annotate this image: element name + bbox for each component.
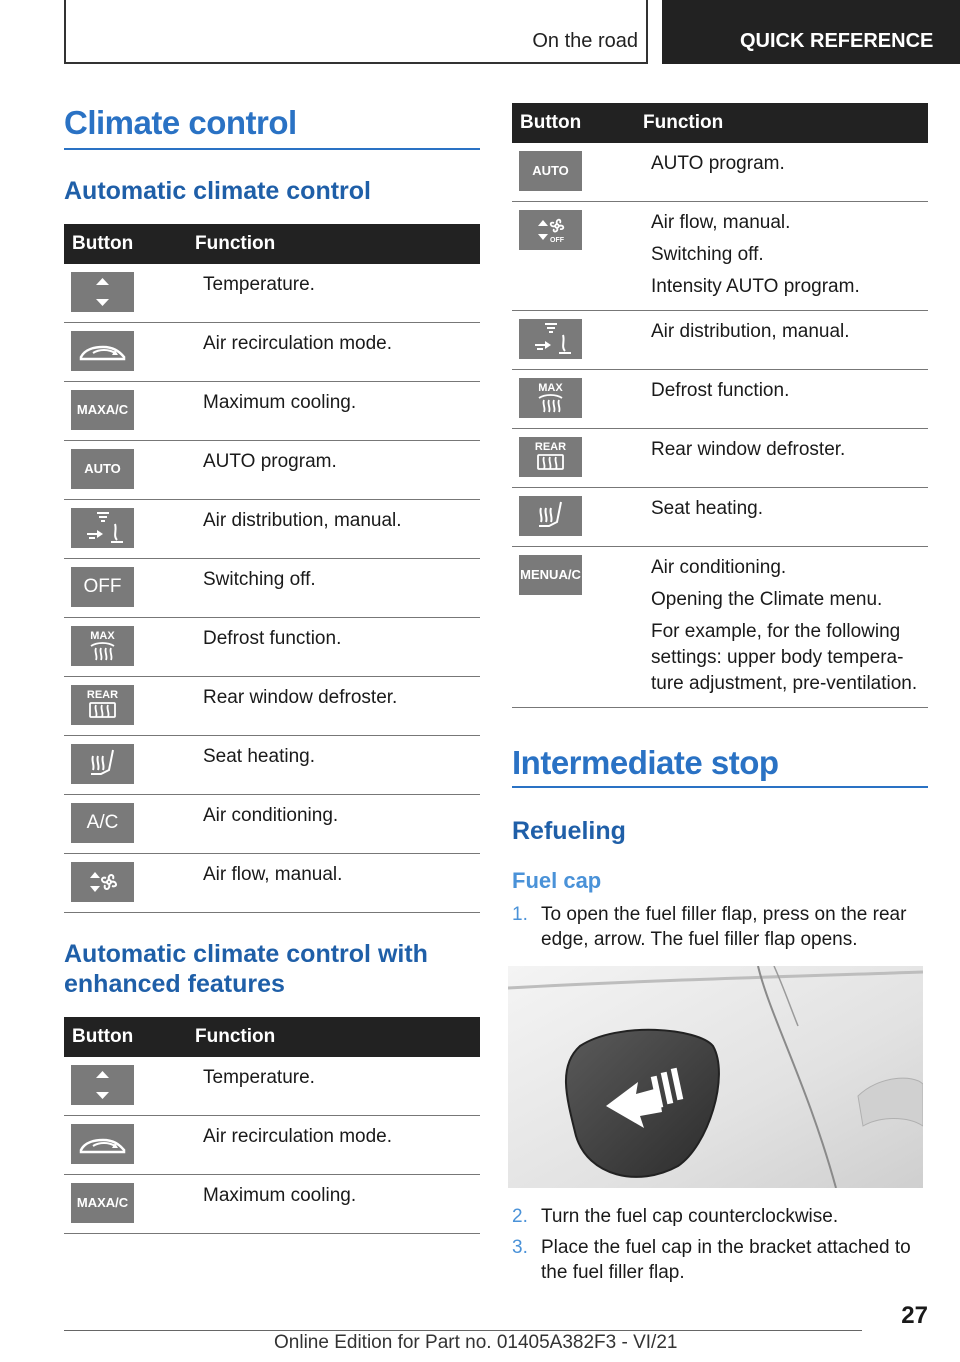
table-row [64, 1057, 480, 1116]
right-column [512, 103, 928, 1291]
function-text: Air flow, manual. [651, 212, 791, 233]
function-text: Defrost function. [651, 380, 790, 401]
table-row [64, 1116, 480, 1175]
button-cell [512, 547, 643, 708]
title-rule [64, 148, 480, 150]
max-defrost-icon [519, 378, 582, 418]
header-tab: QUICK REFERENCE [662, 0, 960, 64]
seat-heating-icon [71, 744, 134, 784]
table-row [64, 264, 480, 323]
function-cell [643, 547, 928, 708]
table-row [512, 547, 928, 708]
table-row [64, 736, 480, 795]
button-cell [64, 382, 195, 441]
button-cell [64, 677, 195, 736]
function-cell [195, 382, 480, 441]
function-text: AUTO program. [203, 451, 337, 472]
step-number: 1. [512, 904, 528, 925]
table-row [64, 677, 480, 736]
function-cell [195, 677, 480, 736]
temperature-arrows-icon [71, 272, 134, 312]
title-rule [512, 786, 928, 788]
function-text: Temperature. [203, 274, 315, 295]
button-cell [64, 441, 195, 500]
table-row [512, 488, 928, 547]
function-text: Air distribution, manual. [203, 510, 402, 531]
air-recirculation-car-icon [71, 1124, 134, 1164]
auto-icon: AUTO [71, 449, 134, 489]
button-cell [64, 264, 195, 323]
table-row [512, 370, 928, 429]
menu-ac-icon: MENU A/C [519, 555, 582, 595]
button-cell [64, 736, 195, 795]
function-text: Maximum cooling. [203, 392, 357, 413]
max-defrost-icon [71, 626, 134, 666]
footer-rule [64, 1330, 862, 1331]
function-text: Seat heating. [203, 746, 315, 767]
table-row [64, 382, 480, 441]
col-button: Button [512, 103, 643, 143]
function-cell [643, 488, 928, 547]
air-recirculation-car-icon [71, 331, 134, 371]
function-text: Air conditioning. [203, 805, 339, 826]
function-cell [195, 559, 480, 618]
function-text: Intensity AUTO program. [651, 276, 860, 297]
header-section: On the road [532, 30, 638, 52]
step-list-2 [512, 1204, 928, 1285]
col-function: Function [195, 224, 480, 264]
section2-heading: Automatic climate control with enhanced features [64, 940, 428, 998]
table-row [512, 143, 928, 202]
button-cell [512, 488, 643, 547]
function-text: Maximum cooling. [203, 1185, 357, 1206]
left-column [64, 104, 480, 1234]
max-ac-icon: MAX A/C [71, 390, 134, 430]
temperature-arrows-icon [71, 1065, 134, 1105]
table-row [512, 202, 928, 311]
air-distribution-icon [519, 319, 582, 359]
function-text: Switching off. [203, 569, 316, 590]
button-cell [512, 202, 643, 311]
table-row [512, 311, 928, 370]
table-header [64, 224, 480, 264]
button-cell [512, 370, 643, 429]
function-cell [195, 500, 480, 559]
function-cell [195, 323, 480, 382]
function-cell [643, 429, 928, 488]
step-item [512, 1235, 928, 1285]
function-text: Defrost function. [203, 628, 342, 649]
page-number: 27 [901, 1302, 928, 1329]
svg-text:MAX: MAX [90, 630, 115, 642]
table-row [64, 1175, 480, 1234]
svg-text:REAR: REAR [534, 441, 567, 453]
function-text: Temperature. [203, 1067, 315, 1088]
col-function: Function [195, 1017, 480, 1057]
button-cell [64, 795, 195, 854]
function-text: For example, for the following settings: upper body tempera-ture adjustment, pre-ventilation. [651, 621, 918, 694]
function-cell [195, 264, 480, 323]
step-number: 2. [512, 1206, 528, 1227]
function-cell [643, 311, 928, 370]
off-icon: OFF [71, 567, 134, 607]
right-table [512, 103, 928, 708]
air-distribution-icon [71, 508, 134, 548]
auto-icon: AUTO [519, 151, 582, 191]
button-cell [512, 311, 643, 370]
rear-defrost-icon [71, 685, 134, 725]
button-cell [64, 618, 195, 677]
footer-edition: Online Edition for Part no. 01405A382F3 - VI/21 [274, 1332, 678, 1353]
function-cell [195, 854, 480, 913]
button-cell [64, 1116, 195, 1175]
page-title: Climate control [64, 104, 297, 141]
col-function: Function [643, 103, 928, 143]
table-header [64, 1017, 480, 1057]
table-row [512, 429, 928, 488]
table-row [64, 795, 480, 854]
function-cell [643, 370, 928, 429]
function-text: Rear window defroster. [203, 687, 398, 708]
step-text: Turn the fuel cap counterclockwise. [541, 1206, 839, 1227]
rear-defrost-icon [519, 437, 582, 477]
ac-icon: A/C [71, 803, 134, 843]
button-cell [512, 143, 643, 202]
function-text: Air distribution, manual. [651, 321, 850, 342]
col-button: Button [64, 224, 195, 264]
button-cell [64, 1175, 195, 1234]
intermediate-stop-title: Intermediate stop [512, 744, 779, 781]
button-cell [64, 559, 195, 618]
seat-heating-icon [519, 496, 582, 536]
function-cell [195, 736, 480, 795]
function-cell [195, 618, 480, 677]
function-text: Opening the Climate menu. [651, 589, 883, 610]
function-text: AUTO program. [651, 153, 785, 174]
function-text: Air conditioning. [651, 557, 787, 578]
button-cell [64, 323, 195, 382]
section1-table [64, 224, 480, 913]
button-cell [64, 500, 195, 559]
step-text: Place the fuel cap in the bracket attached to the fuel filler flap. [541, 1237, 911, 1283]
air-flow-off-icon [519, 210, 582, 250]
fuel-flap-illustration [508, 966, 923, 1188]
max-ac-icon: MAX A/C [71, 1183, 134, 1223]
function-text: Air recirculation mode. [203, 333, 393, 354]
svg-text:REAR: REAR [86, 689, 119, 701]
function-cell [195, 441, 480, 500]
fuel-cap-photo [508, 966, 923, 1188]
svg-text:MAX: MAX [538, 382, 563, 394]
step-item [512, 1204, 928, 1229]
air-flow-icon [71, 862, 134, 902]
function-cell [643, 143, 928, 202]
step-number: 3. [512, 1237, 528, 1258]
table-row [64, 854, 480, 913]
function-text: Seat heating. [651, 498, 763, 519]
table-row [64, 323, 480, 382]
table-row [64, 500, 480, 559]
refueling-heading: Refueling [512, 817, 626, 845]
button-cell [512, 429, 643, 488]
table-row [64, 559, 480, 618]
function-text: Air flow, manual. [203, 864, 343, 885]
step-text: To open the fuel filler flap, press on the rear edge, arrow. The fuel filler flap opens. [541, 904, 907, 950]
table-header [512, 103, 928, 143]
function-text: Rear window defroster. [651, 439, 846, 460]
function-cell [195, 1116, 480, 1175]
function-text: Air recirculation mode. [203, 1126, 393, 1147]
col-button: Button [64, 1017, 195, 1057]
function-cell [195, 795, 480, 854]
button-cell [64, 1057, 195, 1116]
step-item [512, 902, 928, 952]
function-text: Switching off. [651, 244, 764, 265]
svg-text:OFF: OFF [550, 237, 564, 244]
function-cell [643, 202, 928, 311]
button-cell [64, 854, 195, 913]
section1-heading: Automatic climate control [64, 177, 371, 205]
step-list-1 [512, 902, 928, 952]
fuel-cap-heading: Fuel cap [512, 868, 602, 893]
function-cell [195, 1175, 480, 1234]
function-cell [195, 1057, 480, 1116]
table-row [64, 441, 480, 500]
table-row [64, 618, 480, 677]
section2-table [64, 1017, 480, 1234]
